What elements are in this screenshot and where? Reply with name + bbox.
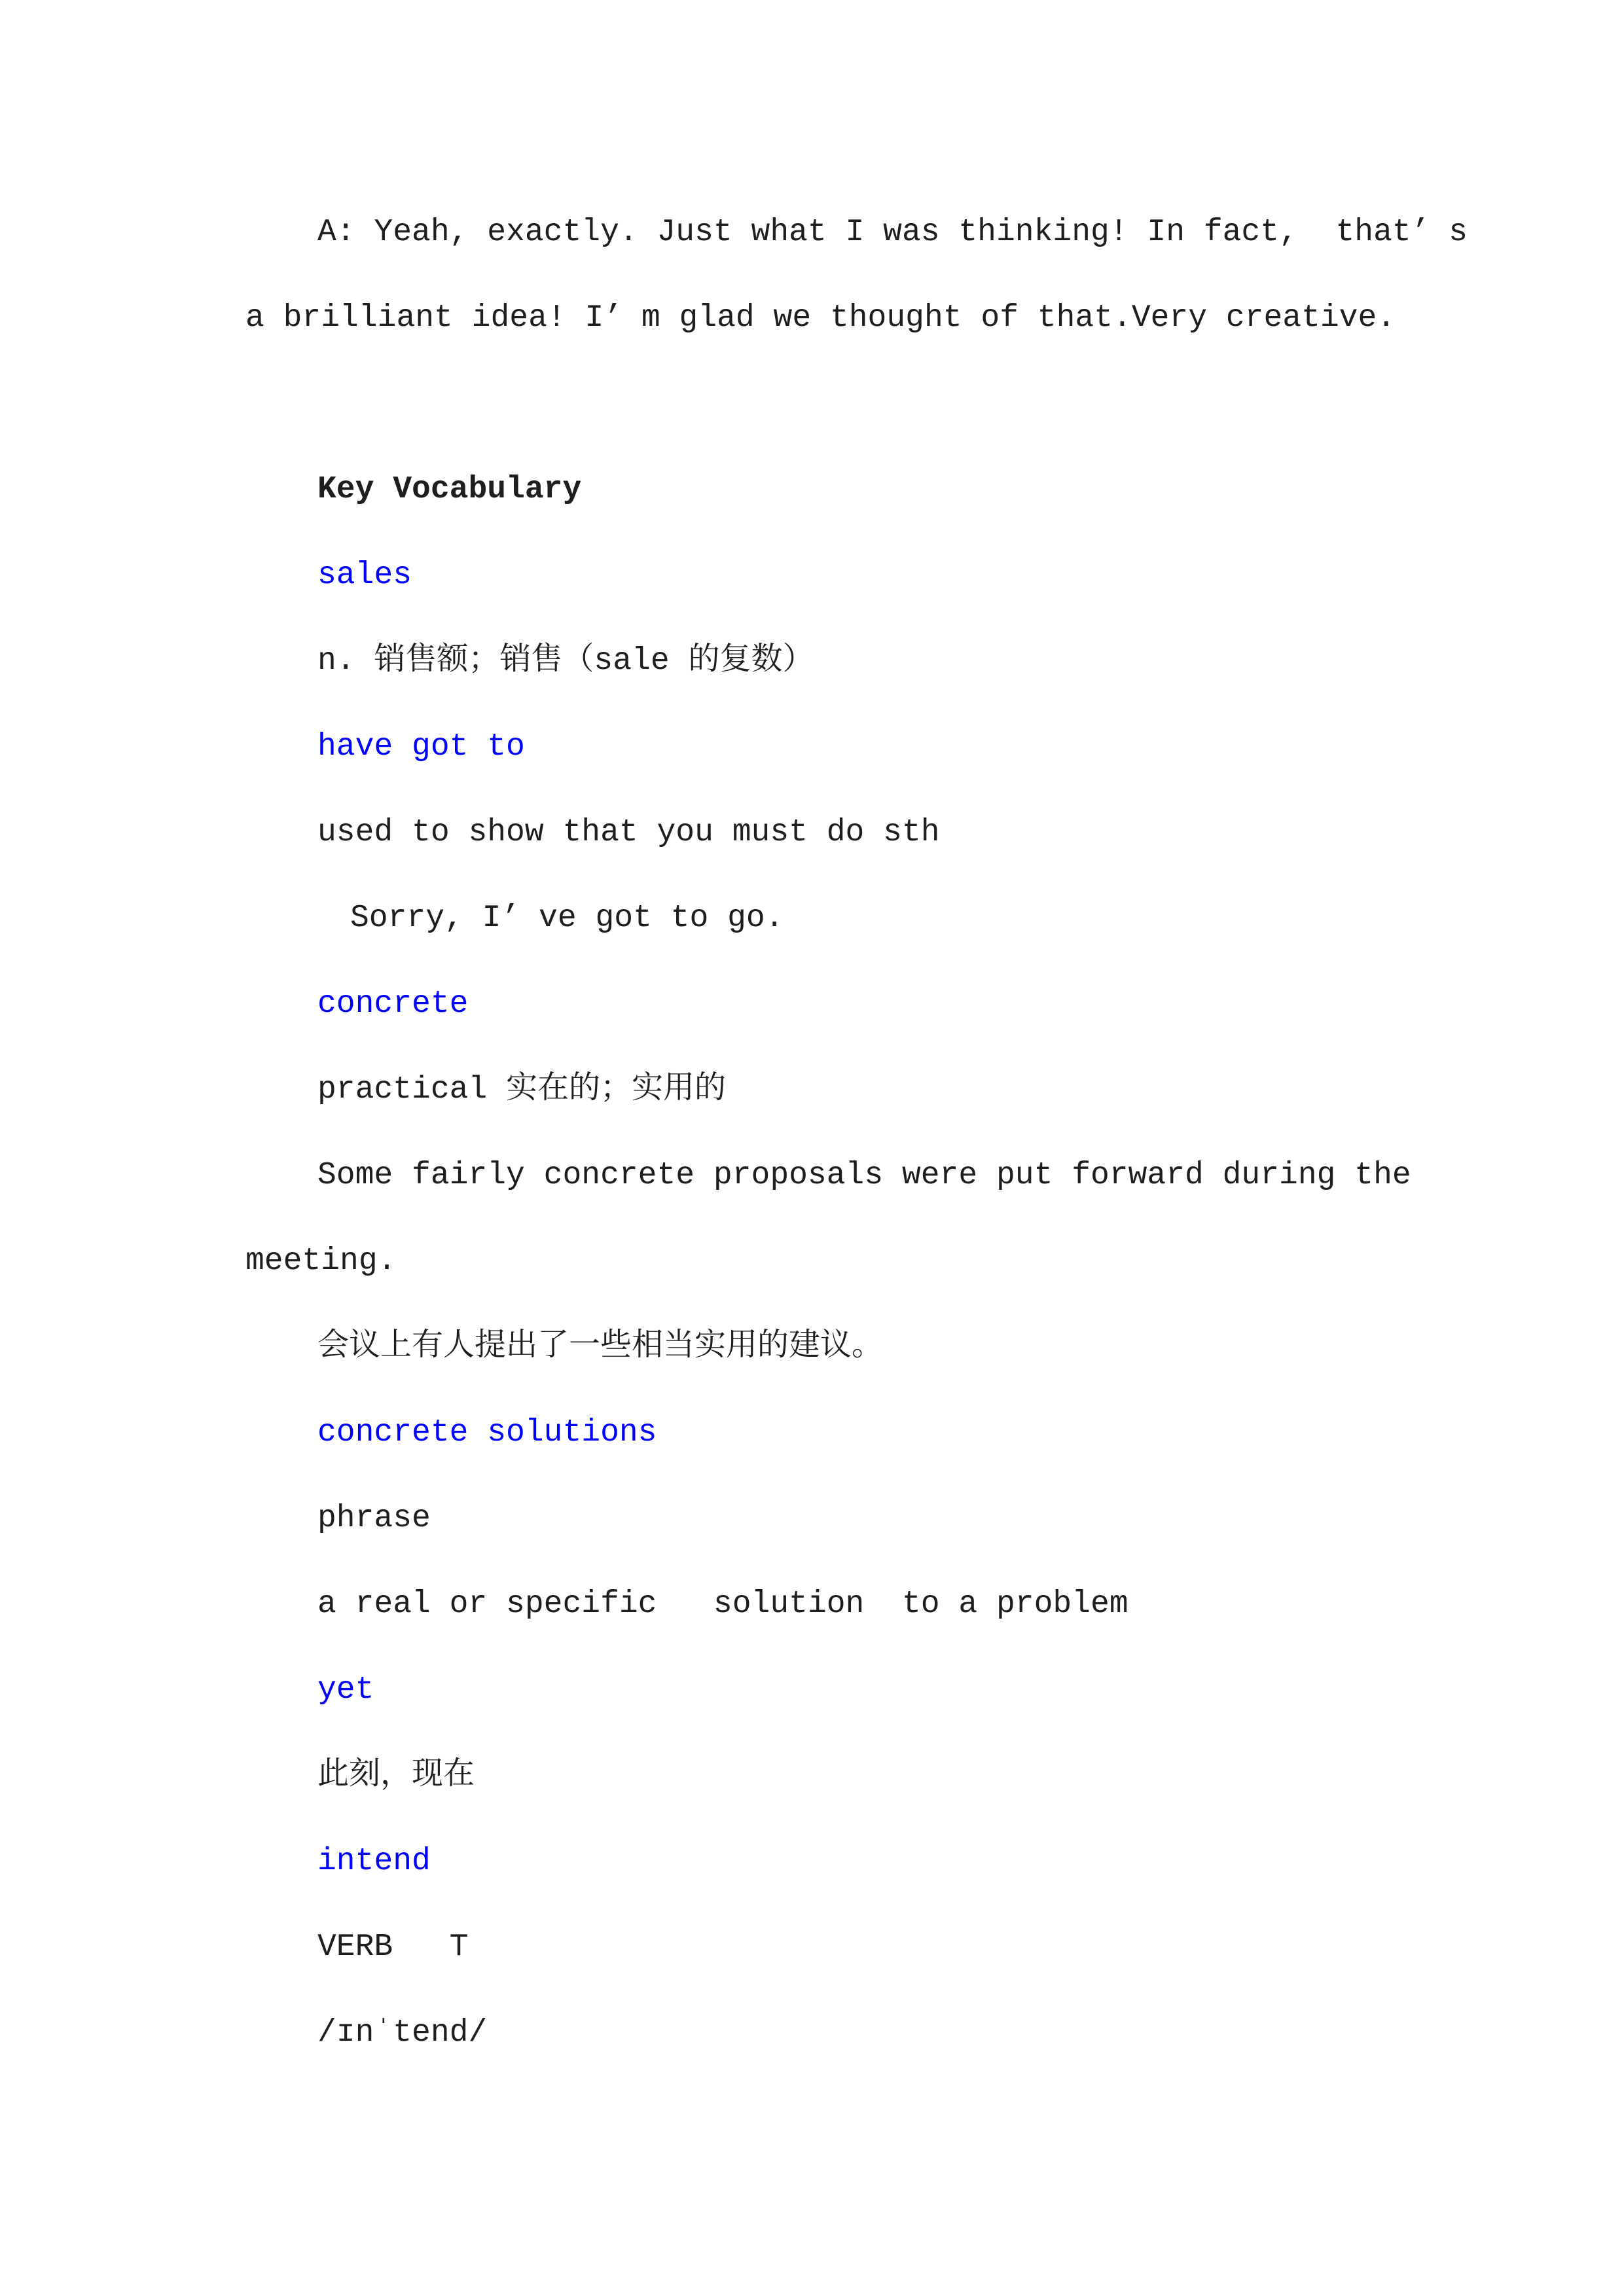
example-concrete-line-2: meeting. <box>245 1244 397 1279</box>
vocab-term-concrete-solutions: concrete solutions <box>317 1415 657 1450</box>
definition-have-got-to: used to show that you must do sth <box>317 815 940 850</box>
example-have-got-to: Sorry, I’ ve got to go. <box>350 901 784 936</box>
vocab-term-have-got-to: have got to <box>317 729 525 764</box>
vocab-term-intend: intend <box>317 1844 431 1879</box>
definition-sales: n. 销售额；销售（sale 的复数） <box>317 643 814 679</box>
vocab-term-sales: sales <box>317 558 412 593</box>
pos-label-verb-t: VERB T <box>317 1929 469 1965</box>
dialogue-line-a-1: A: Yeah, exactly. Just what I was thinking! In fact, that’ s <box>317 215 1468 250</box>
definition-concrete-solutions: a real or specific solution to a problem <box>317 1587 1128 1622</box>
blank-line <box>245 361 1441 447</box>
dialogue-line-a-2: a brilliant idea! I’ m glad we thought of that.Very creative. <box>245 300 1396 336</box>
translation-concrete-example: 会议上有人提出了一些相当实用的建议。 <box>317 1329 884 1365</box>
key-vocabulary-heading: Key Vocabulary <box>317 472 582 507</box>
document-content <box>245 190 1468 2076</box>
pos-label-phrase: phrase <box>317 1501 431 1536</box>
example-concrete-line-1: Some fairly concrete proposals were put forward during the <box>317 1158 1411 1193</box>
phonetic-intend: /ɪnˈtend/ <box>317 2015 488 2051</box>
definition-concrete: practical 实在的；实用的 <box>317 1072 727 1107</box>
vocab-term-yet: yet <box>317 1672 374 1708</box>
vocab-term-concrete: concrete <box>317 986 469 1022</box>
definition-yet: 此刻，现在 <box>317 1758 475 1793</box>
